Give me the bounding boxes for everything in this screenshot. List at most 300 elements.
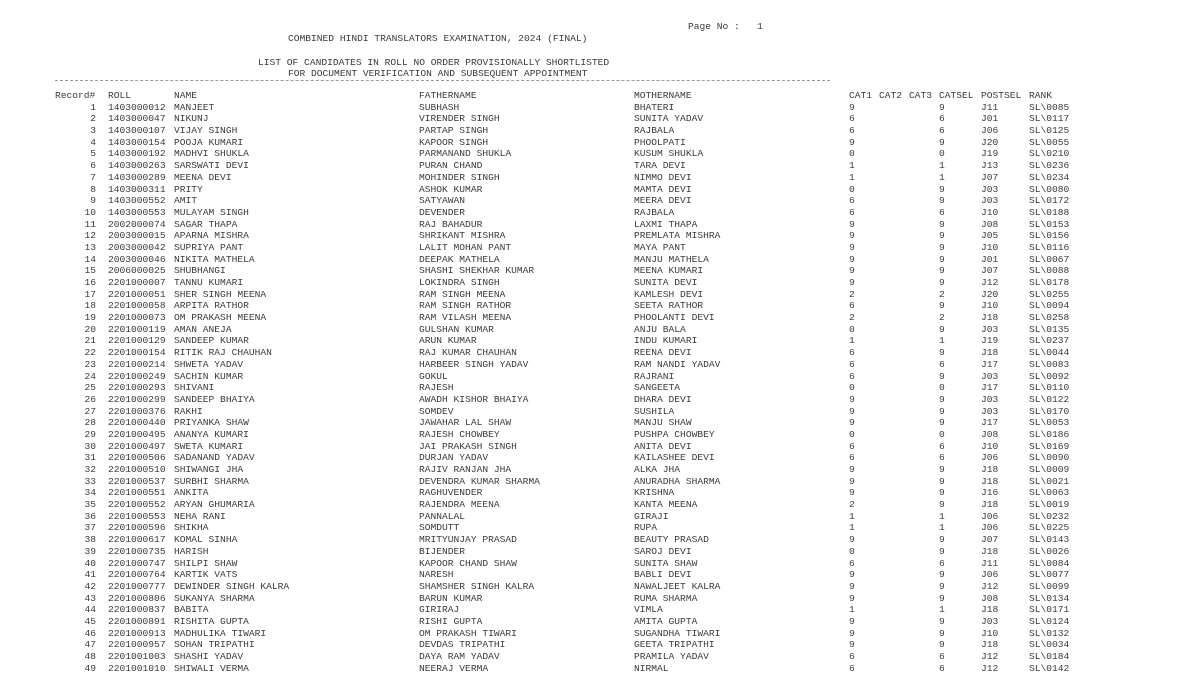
- roll-number: 1403000553: [108, 206, 166, 218]
- catsel-value: 9: [939, 405, 945, 417]
- catsel-value: 9: [939, 580, 945, 592]
- postsel-value: J12: [981, 651, 999, 662]
- candidate-name: SWETA KUMARI: [174, 440, 244, 452]
- father-name: AWADH KISHOR BHAIYA: [419, 393, 529, 405]
- table-row: [0, 358, 1070, 371]
- postsel-value: J18: [981, 639, 999, 651]
- father-name: RAJESH: [419, 382, 454, 394]
- catsel-value: 6: [939, 113, 945, 125]
- roll-number: 1403000263: [108, 160, 166, 172]
- record-number: 9: [90, 195, 96, 207]
- cat1-value: 2: [849, 499, 855, 511]
- roll-number: 2201000376: [108, 405, 166, 417]
- postsel-value: J03: [981, 183, 999, 195]
- postsel-value: J03: [981, 615, 999, 627]
- roll-number: 2201000537: [108, 475, 166, 487]
- candidate-name: SARSWATI DEVI: [174, 160, 249, 172]
- cat1-value: 6: [849, 370, 855, 382]
- cat1-value: 1: [849, 171, 855, 183]
- catsel-value: 9: [939, 393, 945, 405]
- roll-number: 1403000552: [108, 195, 166, 207]
- postsel-value: J16: [981, 487, 999, 499]
- rank-value: SL\0021: [1029, 475, 1070, 487]
- roll-number: 2201001010: [108, 662, 166, 674]
- roll-number: 2201000007: [108, 277, 166, 288]
- table-row: [0, 125, 1070, 137]
- catsel-value: 9: [939, 136, 945, 148]
- table-row: [0, 475, 1070, 488]
- cat1-value: 9: [849, 417, 855, 429]
- candidate-name: AMIT: [174, 195, 198, 207]
- father-name: RAJESH CHOWBEY: [419, 428, 500, 440]
- column-header-name: NAME: [174, 90, 198, 101]
- record-number: 19: [84, 312, 96, 324]
- mother-name: SAROJ DEVI: [634, 545, 692, 557]
- table-row: [0, 113, 1070, 125]
- table-header-row: [0, 90, 1053, 102]
- catsel-value: 9: [939, 253, 945, 265]
- postsel-value: J11: [981, 557, 999, 569]
- postsel-value: J18: [981, 312, 999, 324]
- father-name: JAWAHAR LAL SHAW: [419, 417, 512, 429]
- roll-number: 2003000015: [108, 230, 166, 242]
- cat1-value: 9: [849, 405, 855, 417]
- catsel-value: 2: [939, 312, 945, 324]
- father-name: RAJ BAHADUR: [419, 218, 483, 230]
- mother-name: ANITA DEVI: [634, 440, 692, 452]
- candidate-name: SADANAND YADAV: [174, 452, 255, 464]
- catsel-value: 9: [939, 487, 945, 499]
- mother-name: SUSHILA: [634, 405, 675, 417]
- table-row: [0, 639, 1070, 651]
- father-name: DEVENDRA KUMAR SHARMA: [419, 475, 540, 487]
- roll-number: 2201000764: [108, 569, 166, 581]
- postsel-value: J11: [981, 101, 999, 113]
- rank-value: SL\0034: [1029, 639, 1070, 651]
- father-name: VIRENDER SINGH: [419, 113, 500, 125]
- catsel-value: 9: [939, 627, 945, 639]
- mother-name: AMITA GUPTA: [634, 615, 698, 627]
- roll-number: 1403000012: [108, 101, 166, 113]
- roll-number: 2201000051: [108, 288, 166, 300]
- candidate-name: SHIVANI: [174, 382, 215, 394]
- roll-number: 2201000440: [108, 417, 166, 429]
- column-header-record: Record#: [55, 90, 96, 101]
- table-row: [0, 230, 1070, 242]
- father-name: NARESH: [419, 569, 454, 581]
- table-row: [0, 510, 1070, 523]
- roll-number: 2201000735: [108, 545, 166, 557]
- table-row: [0, 545, 1070, 558]
- postsel-value: J07: [981, 265, 999, 277]
- table-row: [0, 651, 1070, 663]
- candidate-name: DEWINDER SINGH KALRA: [174, 580, 290, 592]
- record-number: 3: [90, 125, 96, 137]
- record-number: 5: [90, 148, 96, 160]
- catsel-value: 1: [939, 171, 945, 183]
- mother-name: RAJRANI: [634, 370, 675, 382]
- roll-number: 1403000192: [108, 148, 166, 160]
- cat1-value: 1: [849, 510, 855, 522]
- father-name: DURJAN YADAV: [419, 452, 489, 464]
- mother-name: NAWALJEET KALRA: [634, 580, 721, 592]
- record-number: 22: [84, 347, 96, 359]
- catsel-value: 6: [939, 557, 945, 569]
- catsel-value: 9: [939, 475, 945, 487]
- mother-name: ANURADHA SHARMA: [634, 475, 721, 487]
- record-number: 34: [84, 487, 96, 499]
- record-number: 46: [84, 627, 96, 639]
- mother-name: PHOOLPATI: [634, 136, 686, 148]
- rank-value: SL\0083: [1029, 358, 1070, 370]
- table-row: [0, 148, 1070, 160]
- postsel-value: J03: [981, 370, 999, 382]
- rank-value: SL\0234: [1029, 171, 1070, 183]
- record-number: 31: [84, 452, 96, 464]
- cat1-value: 0: [849, 382, 855, 394]
- candidate-name: AMAN ANEJA: [174, 323, 232, 335]
- record-number: 39: [84, 545, 96, 557]
- candidate-name: TANNU KUMARI: [174, 277, 244, 288]
- table-row: [0, 323, 1070, 336]
- catsel-value: 9: [939, 195, 945, 207]
- table-row: [0, 464, 1070, 476]
- catsel-value: 9: [939, 101, 945, 113]
- postsel-value: J17: [981, 358, 999, 370]
- candidate-name: PRITY: [174, 183, 203, 195]
- mother-name: ALKA JHA: [634, 464, 681, 475]
- catsel-value: 9: [939, 300, 945, 312]
- roll-number: 2201000495: [108, 428, 166, 440]
- candidate-name: SHER SINGH MEENA: [174, 288, 267, 300]
- catsel-value: 0: [939, 148, 945, 160]
- dashed-separator: [55, 80, 830, 81]
- roll-number: 2201000214: [108, 358, 166, 370]
- table-row: [0, 662, 1070, 675]
- postsel-value: J06: [981, 522, 999, 534]
- father-name: JAI PRAKASH SINGH: [419, 440, 517, 452]
- candidate-name: SHWETA YADAV: [174, 358, 244, 370]
- roll-number: 2201000913: [108, 627, 166, 639]
- record-number: 12: [84, 230, 96, 242]
- cat1-value: 9: [849, 475, 855, 487]
- record-number: 16: [84, 277, 96, 288]
- rank-value: SL\0210: [1029, 148, 1070, 160]
- record-number: 18: [84, 300, 96, 312]
- postsel-value: J18: [981, 347, 999, 359]
- postsel-value: J06: [981, 510, 999, 522]
- mother-name: NIRMAL: [634, 662, 669, 674]
- candidate-name: NIKITA MATHELA: [174, 253, 255, 265]
- candidate-name: POOJA KUMARI: [174, 136, 244, 148]
- record-number: 6: [90, 160, 96, 172]
- cat1-value: 9: [849, 393, 855, 405]
- candidate-name: SUPRIYA PANT: [174, 241, 244, 253]
- record-number: 48: [84, 651, 96, 662]
- catsel-value: 1: [939, 160, 945, 172]
- catsel-value: 9: [939, 417, 945, 429]
- mother-name: VIMLA: [634, 604, 663, 616]
- document-subtitle-line1: LIST OF CANDIDATES IN ROLL NO ORDER PROVISIONALLY SHORTLISTED: [258, 57, 610, 68]
- record-number: 33: [84, 475, 96, 487]
- table-row: [0, 288, 1070, 301]
- table-row: [0, 604, 1070, 616]
- rank-value: SL\0122: [1029, 393, 1070, 405]
- roll-number: 2002000074: [108, 218, 166, 230]
- postsel-value: J18: [981, 545, 999, 557]
- table-row: [0, 171, 1070, 184]
- mother-name: ANJU BALA: [634, 323, 686, 335]
- mother-name: SUNITA YADAV: [634, 113, 704, 125]
- table-row: [0, 382, 1070, 394]
- cat1-value: 9: [849, 218, 855, 230]
- roll-number: 2201000552: [108, 499, 166, 511]
- postsel-value: J10: [981, 241, 999, 253]
- catsel-value: 9: [939, 370, 945, 382]
- cat1-value: 6: [849, 125, 855, 137]
- father-name: DEVDAS TRIPATHI: [419, 639, 506, 651]
- cat1-value: 9: [849, 265, 855, 277]
- roll-number: 2201000957: [108, 639, 166, 651]
- column-header-roll: ROLL: [108, 90, 132, 101]
- mother-name: RUPA: [634, 522, 658, 534]
- rank-value: SL\0142: [1029, 662, 1070, 674]
- postsel-value: J03: [981, 323, 999, 335]
- catsel-value: 1: [939, 335, 945, 347]
- roll-number: 1403000047: [108, 113, 166, 125]
- postsel-value: J12: [981, 277, 999, 288]
- catsel-value: 6: [939, 662, 945, 674]
- mother-name: MEENA KUMARI: [634, 265, 704, 277]
- column-header-cat1: CAT1: [849, 90, 873, 101]
- candidate-name: MEENA DEVI: [174, 171, 232, 183]
- record-number: 24: [84, 370, 96, 382]
- table-row: [0, 277, 1070, 289]
- rank-value: SL\0090: [1029, 452, 1070, 464]
- cat1-value: 1: [849, 335, 855, 347]
- cat1-value: 9: [849, 580, 855, 592]
- table-row: [0, 452, 1070, 464]
- record-number: 38: [84, 534, 96, 546]
- table-row: [0, 393, 1070, 406]
- catsel-value: 9: [939, 569, 945, 581]
- record-number: 32: [84, 464, 96, 475]
- cat1-value: 1: [849, 604, 855, 616]
- catsel-value: 9: [939, 534, 945, 546]
- father-name: BIJENDER: [419, 545, 466, 557]
- father-name: GULSHAN KUMAR: [419, 323, 494, 335]
- catsel-value: 9: [939, 265, 945, 277]
- column-header-mothername: MOTHERNAME: [634, 90, 692, 101]
- cat1-value: 1: [849, 522, 855, 534]
- cat1-value: 9: [849, 569, 855, 581]
- roll-number: 2003000042: [108, 241, 166, 253]
- mother-name: PUSHPA CHOWBEY: [634, 428, 715, 440]
- catsel-value: 9: [939, 183, 945, 195]
- mother-name: SANGEETA: [634, 382, 681, 394]
- record-number: 40: [84, 557, 96, 569]
- mother-name: BABLI DEVI: [634, 569, 692, 581]
- roll-number: 2201000553: [108, 510, 166, 522]
- roll-number: 2201000073: [108, 312, 166, 324]
- catsel-value: 9: [939, 464, 945, 475]
- table-row: [0, 335, 1070, 347]
- cat1-value: 9: [849, 230, 855, 242]
- rank-value: SL\0055: [1029, 136, 1070, 148]
- postsel-value: J08: [981, 218, 999, 230]
- candidate-name: KOMAL SINHA: [174, 534, 238, 546]
- roll-number: 2201000506: [108, 452, 166, 464]
- mother-name: TARA DEVI: [634, 160, 686, 172]
- table-row: [0, 428, 1070, 441]
- rank-value: SL\0225: [1029, 522, 1070, 534]
- father-name: RAM SINGH MEENA: [419, 288, 506, 300]
- catsel-value: 9: [939, 499, 945, 511]
- rank-value: SL\0099: [1029, 580, 1070, 592]
- record-number: 27: [84, 405, 96, 417]
- rank-value: SL\0009: [1029, 464, 1070, 475]
- table-row: [0, 265, 1070, 277]
- record-number: 36: [84, 510, 96, 522]
- rank-value: SL\0124: [1029, 615, 1070, 627]
- father-name: SHASHI SHEKHAR KUMAR: [419, 265, 535, 277]
- catsel-value: 9: [939, 639, 945, 651]
- father-name: RISHI GUPTA: [419, 615, 483, 627]
- rank-value: SL\0080: [1029, 183, 1070, 195]
- roll-number: 2201000617: [108, 534, 166, 546]
- candidate-name: SHUBHANGI: [174, 265, 226, 277]
- mother-name: SUGANDHA TIWARI: [634, 627, 721, 639]
- record-number: 41: [84, 569, 96, 581]
- mother-name: MAMTA DEVI: [634, 183, 692, 195]
- postsel-value: J07: [981, 534, 999, 546]
- father-name: SUBHASH: [419, 101, 460, 113]
- table-row: [0, 218, 1070, 231]
- table-row: [0, 487, 1070, 499]
- table-row: [0, 557, 1070, 570]
- document-subtitle-line2: FOR DOCUMENT VERIFICATION AND SUBSEQUENT APPOINTMENT: [288, 68, 588, 79]
- candidate-name: MADHVI SHUKLA: [174, 148, 249, 160]
- mother-name: DHARA DEVI: [634, 393, 692, 405]
- candidate-name: PRIYANKA SHAW: [174, 417, 249, 429]
- candidate-name: OM PRAKASH MEENA: [174, 312, 267, 324]
- mother-name: SUNITA DEVI: [634, 277, 698, 288]
- catsel-value: 2: [939, 288, 945, 300]
- father-name: KAPOOR CHAND SHAW: [419, 557, 517, 569]
- catsel-value: 6: [939, 358, 945, 370]
- rank-value: SL\0171: [1029, 604, 1070, 616]
- table-row: [0, 206, 1070, 219]
- record-number: 43: [84, 592, 96, 604]
- postsel-value: J19: [981, 335, 999, 347]
- rank-value: SL\0132: [1029, 627, 1070, 639]
- rank-value: SL\0156: [1029, 230, 1070, 242]
- catsel-value: 6: [939, 206, 945, 218]
- cat1-value: 0: [849, 148, 855, 160]
- rank-value: SL\0184: [1029, 651, 1070, 662]
- candidate-name: RITIK RAJ CHAUHAN: [174, 347, 272, 359]
- record-number: 11: [84, 218, 96, 230]
- record-number: 20: [84, 323, 96, 335]
- postsel-value: J18: [981, 464, 999, 475]
- record-number: 4: [90, 136, 96, 148]
- rank-value: SL\0053: [1029, 417, 1070, 429]
- roll-number: 2201000154: [108, 347, 166, 359]
- catsel-value: 6: [939, 452, 945, 464]
- table-row: [0, 300, 1070, 312]
- cat1-value: 6: [849, 452, 855, 464]
- father-name: PANNALAL: [419, 510, 466, 522]
- table-row: [0, 405, 1070, 418]
- rank-value: SL\0169: [1029, 440, 1070, 452]
- cat1-value: 9: [849, 592, 855, 604]
- catsel-value: 6: [939, 125, 945, 137]
- rank-value: SL\0153: [1029, 218, 1070, 230]
- candidate-name: NEHA RANI: [174, 510, 226, 522]
- catsel-value: 1: [939, 604, 945, 616]
- rank-value: SL\0077: [1029, 569, 1070, 581]
- table-row: [0, 592, 1070, 605]
- rank-value: SL\0143: [1029, 534, 1070, 546]
- mother-name: MANJU MATHELA: [634, 253, 709, 265]
- record-number: 45: [84, 615, 96, 627]
- table-row: [0, 312, 1070, 324]
- postsel-value: J17: [981, 417, 999, 429]
- candidate-name: SHIWALI VERMA: [174, 662, 249, 674]
- record-number: 14: [84, 253, 96, 265]
- mother-name: PRAMILA YADAV: [634, 651, 709, 662]
- roll-number: 1403000311: [108, 183, 166, 195]
- father-name: NEERAJ VERMA: [419, 662, 489, 674]
- rank-value: SL\0232: [1029, 510, 1070, 522]
- column-header-catsel: CATSEL: [939, 90, 974, 101]
- mother-name: RAJBALA: [634, 125, 675, 137]
- cat1-value: 9: [849, 101, 855, 113]
- father-name: GIRIRAJ: [419, 604, 460, 616]
- postsel-value: J10: [981, 627, 999, 639]
- candidate-name: SACHIN KUMAR: [174, 370, 244, 382]
- column-header-cat2: CAT2: [879, 90, 903, 101]
- candidate-name: RISHITA GUPTA: [174, 615, 249, 627]
- rank-value: SL\0088: [1029, 265, 1070, 277]
- cat1-value: 6: [849, 195, 855, 207]
- postsel-value: J03: [981, 405, 999, 417]
- roll-number: 2201000510: [108, 464, 166, 475]
- record-number: 26: [84, 393, 96, 405]
- father-name: MOHINDER SINGH: [419, 171, 500, 183]
- father-name: PARMANAND SHUKLA: [419, 148, 512, 160]
- column-header-rank: RANK: [1029, 90, 1053, 101]
- father-name: HARBEER SINGH YADAV: [419, 358, 529, 370]
- candidate-name: SHIWANGI JHA: [174, 464, 244, 475]
- rank-value: SL\0063: [1029, 487, 1070, 499]
- catsel-value: 9: [939, 545, 945, 557]
- cat1-value: 6: [849, 206, 855, 218]
- postsel-value: J12: [981, 662, 999, 674]
- postsel-value: J06: [981, 569, 999, 581]
- father-name: PURAN CHAND: [419, 160, 483, 172]
- table-row: [0, 136, 1070, 149]
- mother-name: BEAUTY PRASAD: [634, 534, 709, 546]
- candidate-name: SAGAR THAPA: [174, 218, 238, 230]
- rank-value: SL\0019: [1029, 499, 1070, 511]
- candidate-name: MULAYAM SINGH: [174, 206, 249, 218]
- father-name: LALIT MOHAN PANT: [419, 241, 512, 253]
- cat1-value: 2: [849, 312, 855, 324]
- postsel-value: J08: [981, 592, 999, 604]
- rank-value: SL\0084: [1029, 557, 1070, 569]
- roll-number: 1403000289: [108, 171, 166, 183]
